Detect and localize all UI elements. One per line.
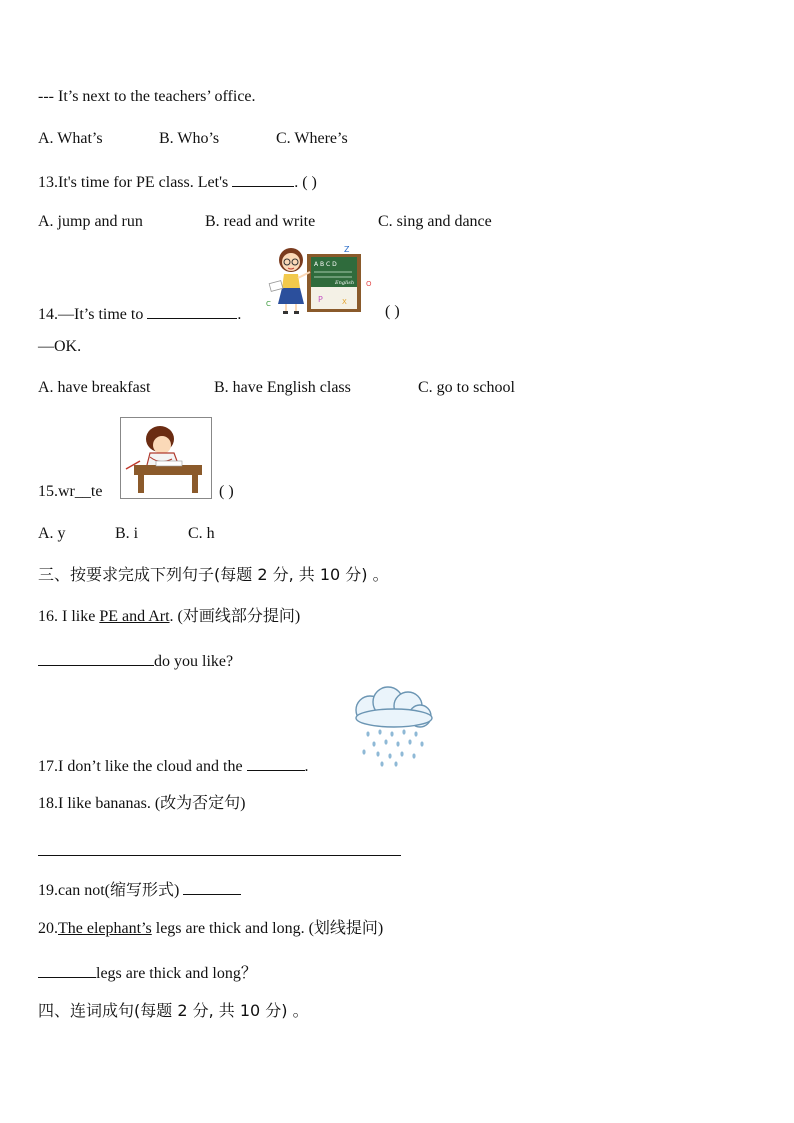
q20-underlined-phrase: The elephant’s xyxy=(58,920,152,937)
q16-num: 16. I like xyxy=(38,608,100,625)
q20-suffix: legs are thick and long. (划线提问) xyxy=(151,920,384,937)
board-text-english: English xyxy=(335,280,355,286)
raindrops xyxy=(362,729,423,766)
letter-c: C xyxy=(266,300,271,308)
q18-stem: 18.I like bananas. (改为否定句) xyxy=(38,795,246,812)
section-4-heading: 四、连词成句(每题 2 分, 共 10 分) 。 xyxy=(38,1001,309,1020)
q14-stem-suffix: . xyxy=(237,306,242,323)
teacher-blackboard-illustration xyxy=(262,242,382,320)
q14-option-b: B. have English class xyxy=(214,379,351,396)
q17-stem xyxy=(38,754,309,777)
q20-stem xyxy=(38,919,383,939)
q12-option-b: B. Who’s xyxy=(159,130,220,147)
q16-answer-line xyxy=(38,649,233,672)
q12-option-a: A. What’s xyxy=(38,130,103,147)
q13-option-b: B. read and write xyxy=(205,213,316,230)
letter-p: P xyxy=(318,295,323,304)
q13-option-a: A. jump and run xyxy=(38,213,143,230)
q13-option-c: C. sing and dance xyxy=(378,213,492,230)
q19-answer-blank[interactable] xyxy=(183,878,241,895)
q20-num: 20. xyxy=(38,920,58,937)
q14-option-a: A. have breakfast xyxy=(38,379,151,396)
letter-o: O xyxy=(366,280,372,288)
q14-reply: —OK. xyxy=(38,338,82,355)
q14-answer-blank[interactable] xyxy=(147,302,237,319)
q16-suffix: . (对画线部分提问) xyxy=(169,608,301,625)
rain-cloud-icon xyxy=(350,684,436,768)
q20-answer-blank[interactable] xyxy=(38,961,96,978)
q16-stem xyxy=(38,607,300,627)
q14-answer-paren: ( ) xyxy=(385,303,400,320)
q15-option-a: A. y xyxy=(38,525,66,542)
letter-z: Z xyxy=(344,245,350,254)
q15-option-b: B. i xyxy=(115,525,139,542)
q13-stem xyxy=(38,170,317,193)
q16-answer-blank[interactable] xyxy=(38,649,154,666)
q13-stem-suffix: . ( ) xyxy=(294,174,317,191)
q15-answer-paren: ( ) xyxy=(219,483,234,500)
q19-stem-text: 19.can not(缩写形式) xyxy=(38,882,184,899)
q15-stem: 15.wr__te xyxy=(38,483,103,500)
q14-option-c: C. go to school xyxy=(418,379,515,396)
letter-x: X xyxy=(342,298,347,306)
q15-option-c: C. h xyxy=(188,525,215,542)
q20-answer-line xyxy=(38,961,257,984)
q12-answer-line: --- It’s next to the teachers’ office. xyxy=(38,88,256,105)
q13-answer-blank[interactable] xyxy=(232,170,294,187)
q20-answer-suffix: legs are thick and long？ xyxy=(96,965,257,982)
q16-underlined-phrase: PE and Art xyxy=(99,608,170,625)
q17-stem-suffix: . xyxy=(304,758,309,775)
q12-option-c: C. Where’s xyxy=(276,130,348,147)
q13-stem-prefix: 13.It's time for PE class. Let's xyxy=(38,174,233,191)
q17-answer-blank[interactable] xyxy=(247,754,305,771)
q18-answer-line[interactable] xyxy=(38,855,401,856)
teacher-girl-icon xyxy=(269,248,310,314)
q16-answer-suffix: do you like? xyxy=(154,653,234,670)
q19-stem xyxy=(38,878,241,901)
section-3-heading: 三、按要求完成下列句子(每题 2 分, 共 10 分) 。 xyxy=(38,565,389,584)
girl-writing-illustration xyxy=(120,417,212,499)
q17-stem-prefix: 17.I don’t like the cloud and the xyxy=(38,758,247,775)
board-text-abcd: A B C D xyxy=(314,261,337,268)
q14-stem xyxy=(38,302,241,325)
q14-stem-prefix: 14.—It’s time to xyxy=(38,306,148,323)
